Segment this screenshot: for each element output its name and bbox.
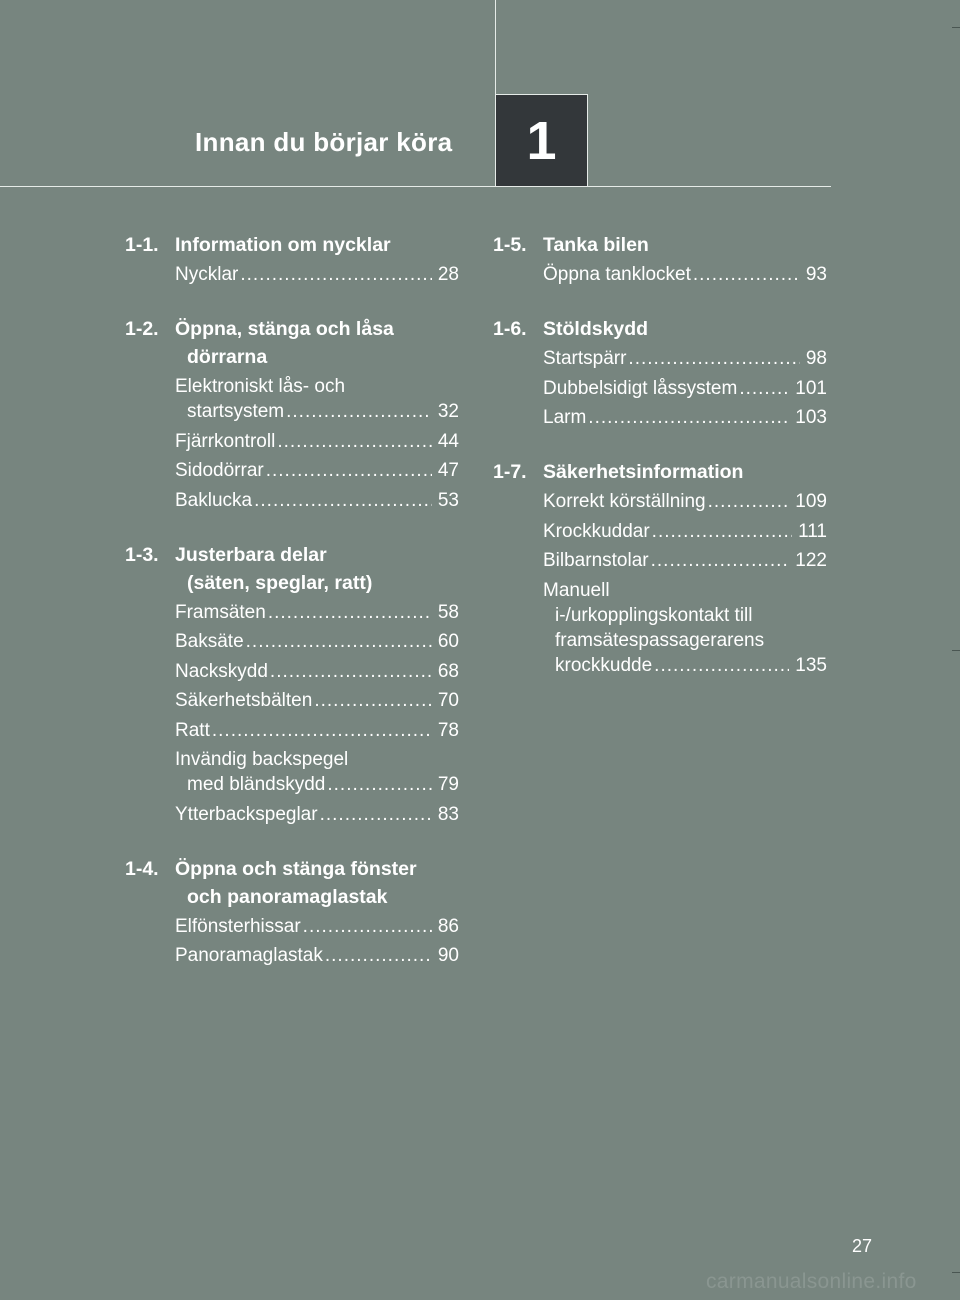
toc-entry-row: [175, 429, 459, 454]
toc-entry-label: Elfönsterhissar: [175, 915, 301, 937]
toc-entry-label: Ytterbackspeglar: [175, 803, 318, 825]
dot-leader: [268, 600, 432, 625]
toc-entry[interactable]: [543, 519, 827, 544]
dot-leader: [327, 772, 431, 797]
section-items: [175, 600, 459, 827]
toc-entry-label: Nycklar: [175, 264, 239, 285]
toc-entry-label: Krockkuddar: [543, 520, 650, 542]
section-number: 1-5.: [493, 234, 527, 256]
dot-leader: [325, 943, 432, 968]
toc-entry-page: 109: [795, 491, 827, 512]
toc-entry[interactable]: [175, 943, 459, 968]
section-number: 1-2.: [125, 318, 159, 340]
toc-section: [125, 315, 459, 513]
toc-entry-row: [543, 405, 827, 430]
toc-entry[interactable]: [175, 374, 459, 424]
toc-entry[interactable]: [175, 914, 459, 939]
toc-entry-label: Baksäte: [175, 631, 244, 652]
section-number: 1-7.: [493, 461, 527, 483]
section-title: [175, 855, 459, 911]
section-items: [175, 262, 459, 287]
section-title-line: Stöldskydd: [543, 318, 649, 340]
toc-entry-label: Fjärrkontroll: [175, 430, 276, 452]
header-horizontal-rule: [0, 186, 831, 187]
dot-leader: [240, 262, 432, 287]
section-title-line: Säkerhetsinformation: [543, 461, 744, 483]
dot-leader: [212, 718, 432, 743]
toc-entry-page: 93: [805, 264, 827, 285]
toc-entry-row: [175, 629, 459, 654]
dot-leader: [651, 548, 790, 573]
toc-entry-label: Framsäten: [175, 601, 266, 623]
section-items: [543, 346, 827, 430]
dot-leader: [654, 653, 789, 678]
toc-entry[interactable]: [175, 629, 459, 654]
toc-entry-label: Baklucka: [175, 489, 253, 511]
toc-entry-label: Startspärr: [543, 348, 627, 369]
toc-entry-page: 90: [437, 945, 459, 966]
chapter-title: Innan du börjar köra: [195, 127, 453, 157]
dot-leader: [708, 489, 790, 514]
toc-entry-row: [175, 600, 459, 625]
toc-entry-row: [543, 489, 827, 514]
section-heading: [493, 315, 827, 343]
toc-entry-row: [543, 262, 827, 287]
edge-tick-mark: [952, 27, 960, 28]
toc-entry-label: krockkudde: [555, 654, 653, 676]
toc-entry-page: 98: [805, 348, 827, 369]
toc-entry-row: [175, 914, 459, 939]
toc-section: [125, 231, 459, 287]
toc-entry-label: Manuell: [543, 579, 610, 601]
toc-entry[interactable]: [543, 346, 827, 371]
toc-entry-label: Larm: [543, 407, 587, 428]
dot-leader: [739, 376, 789, 401]
dot-leader: [628, 346, 799, 371]
section-title-line: Justerbara delar: [175, 543, 327, 566]
toc-entry-row: [175, 802, 459, 827]
toc-section: [125, 541, 459, 827]
dot-leader: [320, 802, 432, 827]
toc-entry-label: Nackskydd: [175, 660, 268, 682]
toc-column-right: [493, 231, 827, 706]
toc-entry[interactable]: [543, 262, 827, 287]
toc-section: [125, 855, 459, 969]
toc-entry-page: 78: [437, 719, 459, 741]
toc-entry-label: med bländskydd: [187, 774, 326, 795]
section-title-line: Tanka bilen: [543, 234, 649, 256]
section-number: 1-6.: [493, 318, 527, 340]
toc-entry-label: Öppna tanklocket: [543, 264, 691, 285]
section-title: [175, 315, 459, 371]
toc-column-left: [125, 231, 459, 996]
toc-entry-label: Bilbarnstolar: [543, 550, 649, 571]
toc-section: [493, 231, 827, 287]
dot-leader: [246, 629, 432, 654]
section-items: [543, 489, 827, 678]
toc-entry-label: Invändig backspegel: [175, 749, 349, 770]
toc-entry-row: [175, 943, 459, 968]
toc-entry-page: 60: [437, 631, 459, 652]
toc-entry-page: 122: [795, 550, 827, 571]
watermark: carmanualsonline.info: [706, 1270, 917, 1293]
section-items: [175, 914, 459, 969]
section-title: [175, 231, 459, 259]
dot-leader: [588, 405, 789, 430]
dot-leader: [266, 458, 432, 483]
toc-entry[interactable]: [175, 747, 459, 797]
section-heading: [125, 315, 459, 371]
chapter-number-tab: 1: [495, 94, 588, 186]
toc-entry[interactable]: [175, 688, 459, 713]
toc-entry[interactable]: [175, 429, 459, 454]
toc-entry-label: Elektroniskt lås- och: [175, 376, 346, 397]
toc-entry[interactable]: [175, 718, 459, 743]
toc-entry-page: 101: [795, 377, 827, 399]
toc-entry[interactable]: [175, 458, 459, 483]
toc-entry-label: Dubbelsidigt låssystem: [543, 377, 738, 399]
toc-entry-label: framsätespassagerarens: [555, 629, 765, 651]
edge-tick-mark: [952, 1272, 960, 1273]
toc-entry-row: [543, 548, 827, 573]
toc-entry-row: [543, 519, 827, 544]
toc-entry[interactable]: [543, 376, 827, 401]
toc-entry-row: [175, 659, 459, 684]
toc-entry-page: 58: [437, 601, 459, 623]
section-heading: [125, 231, 459, 259]
toc-entry-page: 79: [437, 774, 459, 795]
section-items: [175, 374, 459, 513]
toc-entry[interactable]: [175, 262, 459, 287]
toc-entry[interactable]: [543, 489, 827, 514]
section-heading: [125, 541, 459, 597]
toc-entry-page: 86: [437, 915, 459, 937]
section-title: [543, 315, 827, 343]
toc-entry-label: Korrekt körställning: [543, 491, 706, 512]
toc-entry-row: [175, 458, 459, 483]
section-title: [543, 458, 827, 486]
section-title-line: Information om nycklar: [175, 234, 391, 256]
toc-entry-page: 32: [437, 401, 459, 422]
toc-entry-page: 135: [795, 654, 827, 676]
section-number: 1-4.: [125, 857, 159, 880]
toc-entry-row: [543, 376, 827, 401]
toc-entry[interactable]: [543, 578, 827, 678]
toc-entry[interactable]: [543, 548, 827, 573]
toc-entry[interactable]: [543, 405, 827, 430]
section-title-line: och panoramaglastak: [187, 885, 388, 908]
toc-entry-label: Panoramaglastak: [175, 945, 323, 966]
toc-entry-page: 68: [437, 660, 459, 682]
toc-section: [493, 315, 827, 430]
section-number: 1-1.: [125, 234, 159, 256]
toc-section: [493, 458, 827, 678]
toc-entry-label: startsystem: [187, 401, 285, 422]
dot-leader: [254, 488, 432, 513]
edge-tick-mark: [952, 650, 960, 651]
toc-entry[interactable]: [175, 488, 459, 513]
toc-entry-page: 44: [437, 430, 459, 452]
toc-entry-page: 70: [437, 690, 459, 711]
toc-entry-label: Sidodörrar: [175, 460, 264, 481]
section-title: [543, 231, 827, 259]
section-title-line: (säten, speglar, ratt): [187, 571, 373, 594]
section-items: [543, 262, 827, 287]
toc-entry-page: 83: [437, 803, 459, 825]
toc-entry-label: Säkerhetsbälten: [175, 690, 313, 711]
dot-leader: [303, 914, 432, 939]
toc-entry-page: 28: [437, 264, 459, 285]
dot-leader: [314, 688, 432, 713]
toc-entry-row: [543, 346, 827, 371]
toc-entry-row: [175, 688, 459, 713]
page-number: 27: [852, 1236, 873, 1256]
toc-entry-row: [175, 399, 459, 424]
section-heading: [125, 855, 459, 911]
toc-entry-label: Ratt: [175, 719, 210, 741]
dot-leader: [693, 262, 800, 287]
toc-entry-row: [543, 653, 827, 678]
section-heading: [493, 458, 827, 486]
toc-entry-page: 53: [437, 489, 459, 511]
toc-entry-label: i-/urkopplingskontakt till: [555, 604, 753, 626]
section-title-line: dörrarna: [187, 346, 268, 368]
dot-leader: [277, 429, 432, 454]
header-vertical-rule: [495, 0, 496, 94]
toc-entry[interactable]: [175, 802, 459, 827]
toc-entry-row: [175, 262, 459, 287]
toc-entry-page: 47: [437, 460, 459, 481]
section-heading: [493, 231, 827, 259]
toc-entry[interactable]: [175, 600, 459, 625]
dot-leader: [270, 659, 432, 684]
toc-entry[interactable]: [175, 659, 459, 684]
section-title-line: Öppna och stänga fönster: [175, 857, 417, 880]
dot-leader: [652, 519, 792, 544]
toc-entry-row: [175, 772, 459, 797]
section-title: [175, 541, 459, 597]
section-number: 1-3.: [125, 543, 159, 566]
toc-entry-page: 103: [795, 407, 827, 428]
toc-entry-row: [175, 718, 459, 743]
toc-entry-page: 111: [798, 520, 827, 542]
toc-entry-row: [175, 488, 459, 513]
section-title-line: Öppna, stänga och låsa: [175, 318, 394, 340]
dot-leader: [286, 399, 432, 424]
